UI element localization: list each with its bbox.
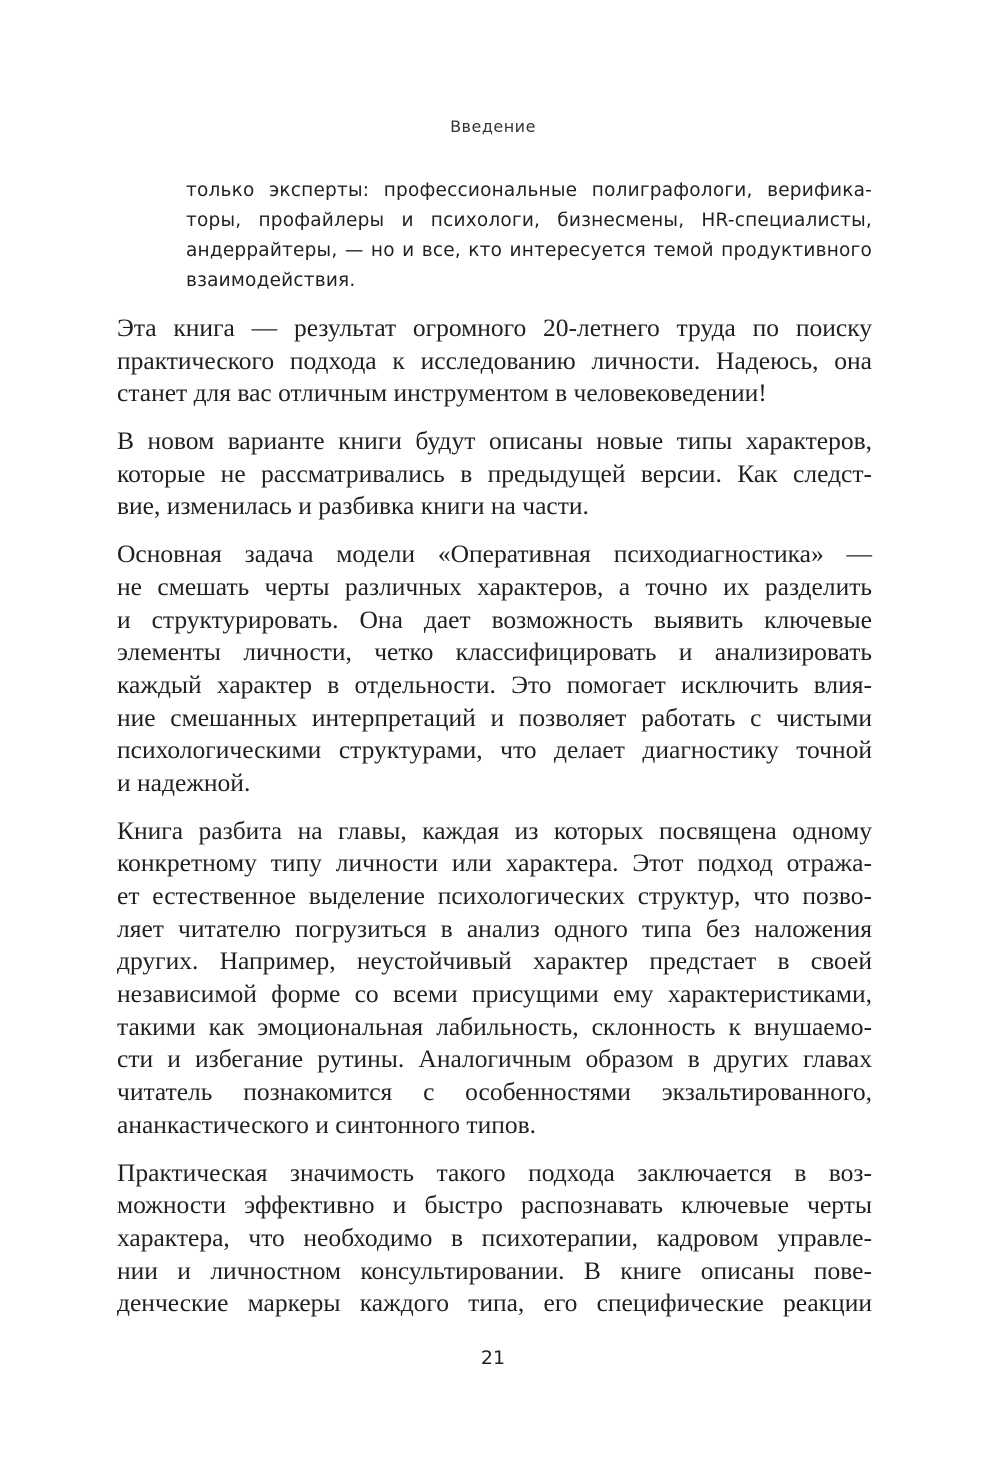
text-line: читатель познакомится с особенностями экзальтированного, [117, 1077, 872, 1107]
text-line: конкретному типу личности или характера. Этот подход отража- [117, 848, 872, 878]
text-line: Книга разбита на главы, каждая из которых посвящена одному [117, 815, 872, 845]
paragraph-2 [117, 425, 872, 523]
quote-line: взаимодействия. [186, 270, 356, 291]
text-line: сти и избегание рутины. Аналогичным образом в других главах [117, 1044, 872, 1074]
text-line: Эта книга — результат огромного 20-летнего труда по поиску [117, 313, 872, 342]
block-quote [186, 176, 872, 296]
text-line: которые не рассматривались в предыдущей версии. Как следст- [117, 458, 872, 488]
text-line: ние смешанных интерпретаций и позволяет работать с чистыми [117, 702, 872, 732]
text-line: психологическими структурами, что делает диагностику точной [117, 735, 872, 765]
text-line: независимой форме со всеми присущими ему характеристиками, [117, 979, 872, 1009]
text-line: вие, изменилась и разбивка книги на части. [117, 491, 589, 521]
quote-line: торы, профайлеры и психологи, бизнесмены, HR-специалисты, [186, 210, 872, 231]
text-line: такими как эмоциональная лабильность, склонность к внушаемо- [117, 1011, 872, 1041]
text-line: элементы личности, четко классифицировать и анализировать [117, 637, 872, 667]
text-line: характера, что необходимо в психотерапии, кадровом управле- [117, 1222, 872, 1252]
paragraph-3 [117, 538, 872, 800]
text-line: нии и личностном консультировании. В книге описаны пове- [117, 1255, 872, 1285]
text-line: практического подхода к исследованию личности. Надеюсь, она [117, 345, 872, 375]
text-line: и надежной. [117, 767, 251, 797]
text-line: и структурировать. Она дает возможность выявить ключевые [117, 604, 872, 634]
paragraph-1 [117, 312, 872, 410]
text-line: не смешать черты различных характеров, а точно их разделить [117, 571, 872, 601]
text-line: ананкастического и синтонного типов. [117, 1109, 537, 1139]
quote-line: только эксперты: профессиональные полиграфологи, верифика- [186, 180, 872, 201]
text-line: Практическая значимость такого подхода заключается в воз- [117, 1157, 872, 1187]
text-line: каждый характер в отдельности. Это помогает исключить влия- [117, 669, 872, 699]
text-line: станет для вас отличным инструментом в человековедении! [117, 378, 767, 408]
paragraph-4 [117, 815, 872, 1142]
body-text [117, 312, 872, 1335]
text-line: ляет читателю погрузиться в анализ одного типа без наложения [117, 913, 872, 943]
text-line: ет естественное выделение психологических структур, что позво- [117, 881, 872, 910]
page-number: 21 [480, 1347, 506, 1369]
text-line: можности эффективно и быстро распознавать ключевые черты [117, 1190, 872, 1220]
text-line: Основная задача модели «Оперативная психодиагностика» — [117, 539, 872, 569]
running-head: Введение [450, 117, 536, 136]
text-line: В новом варианте книги будут описаны новые типы характеров, [117, 426, 872, 456]
paragraph-5 [117, 1157, 872, 1320]
text-line: других. Например, неустойчивый характер предстает в своей [117, 946, 872, 976]
text-line: денческие маркеры каждого типа, его специфические реакции [117, 1288, 872, 1318]
quote-line: андеррайтеры, — но и все, кто интересуется темой продуктивного [186, 240, 872, 261]
